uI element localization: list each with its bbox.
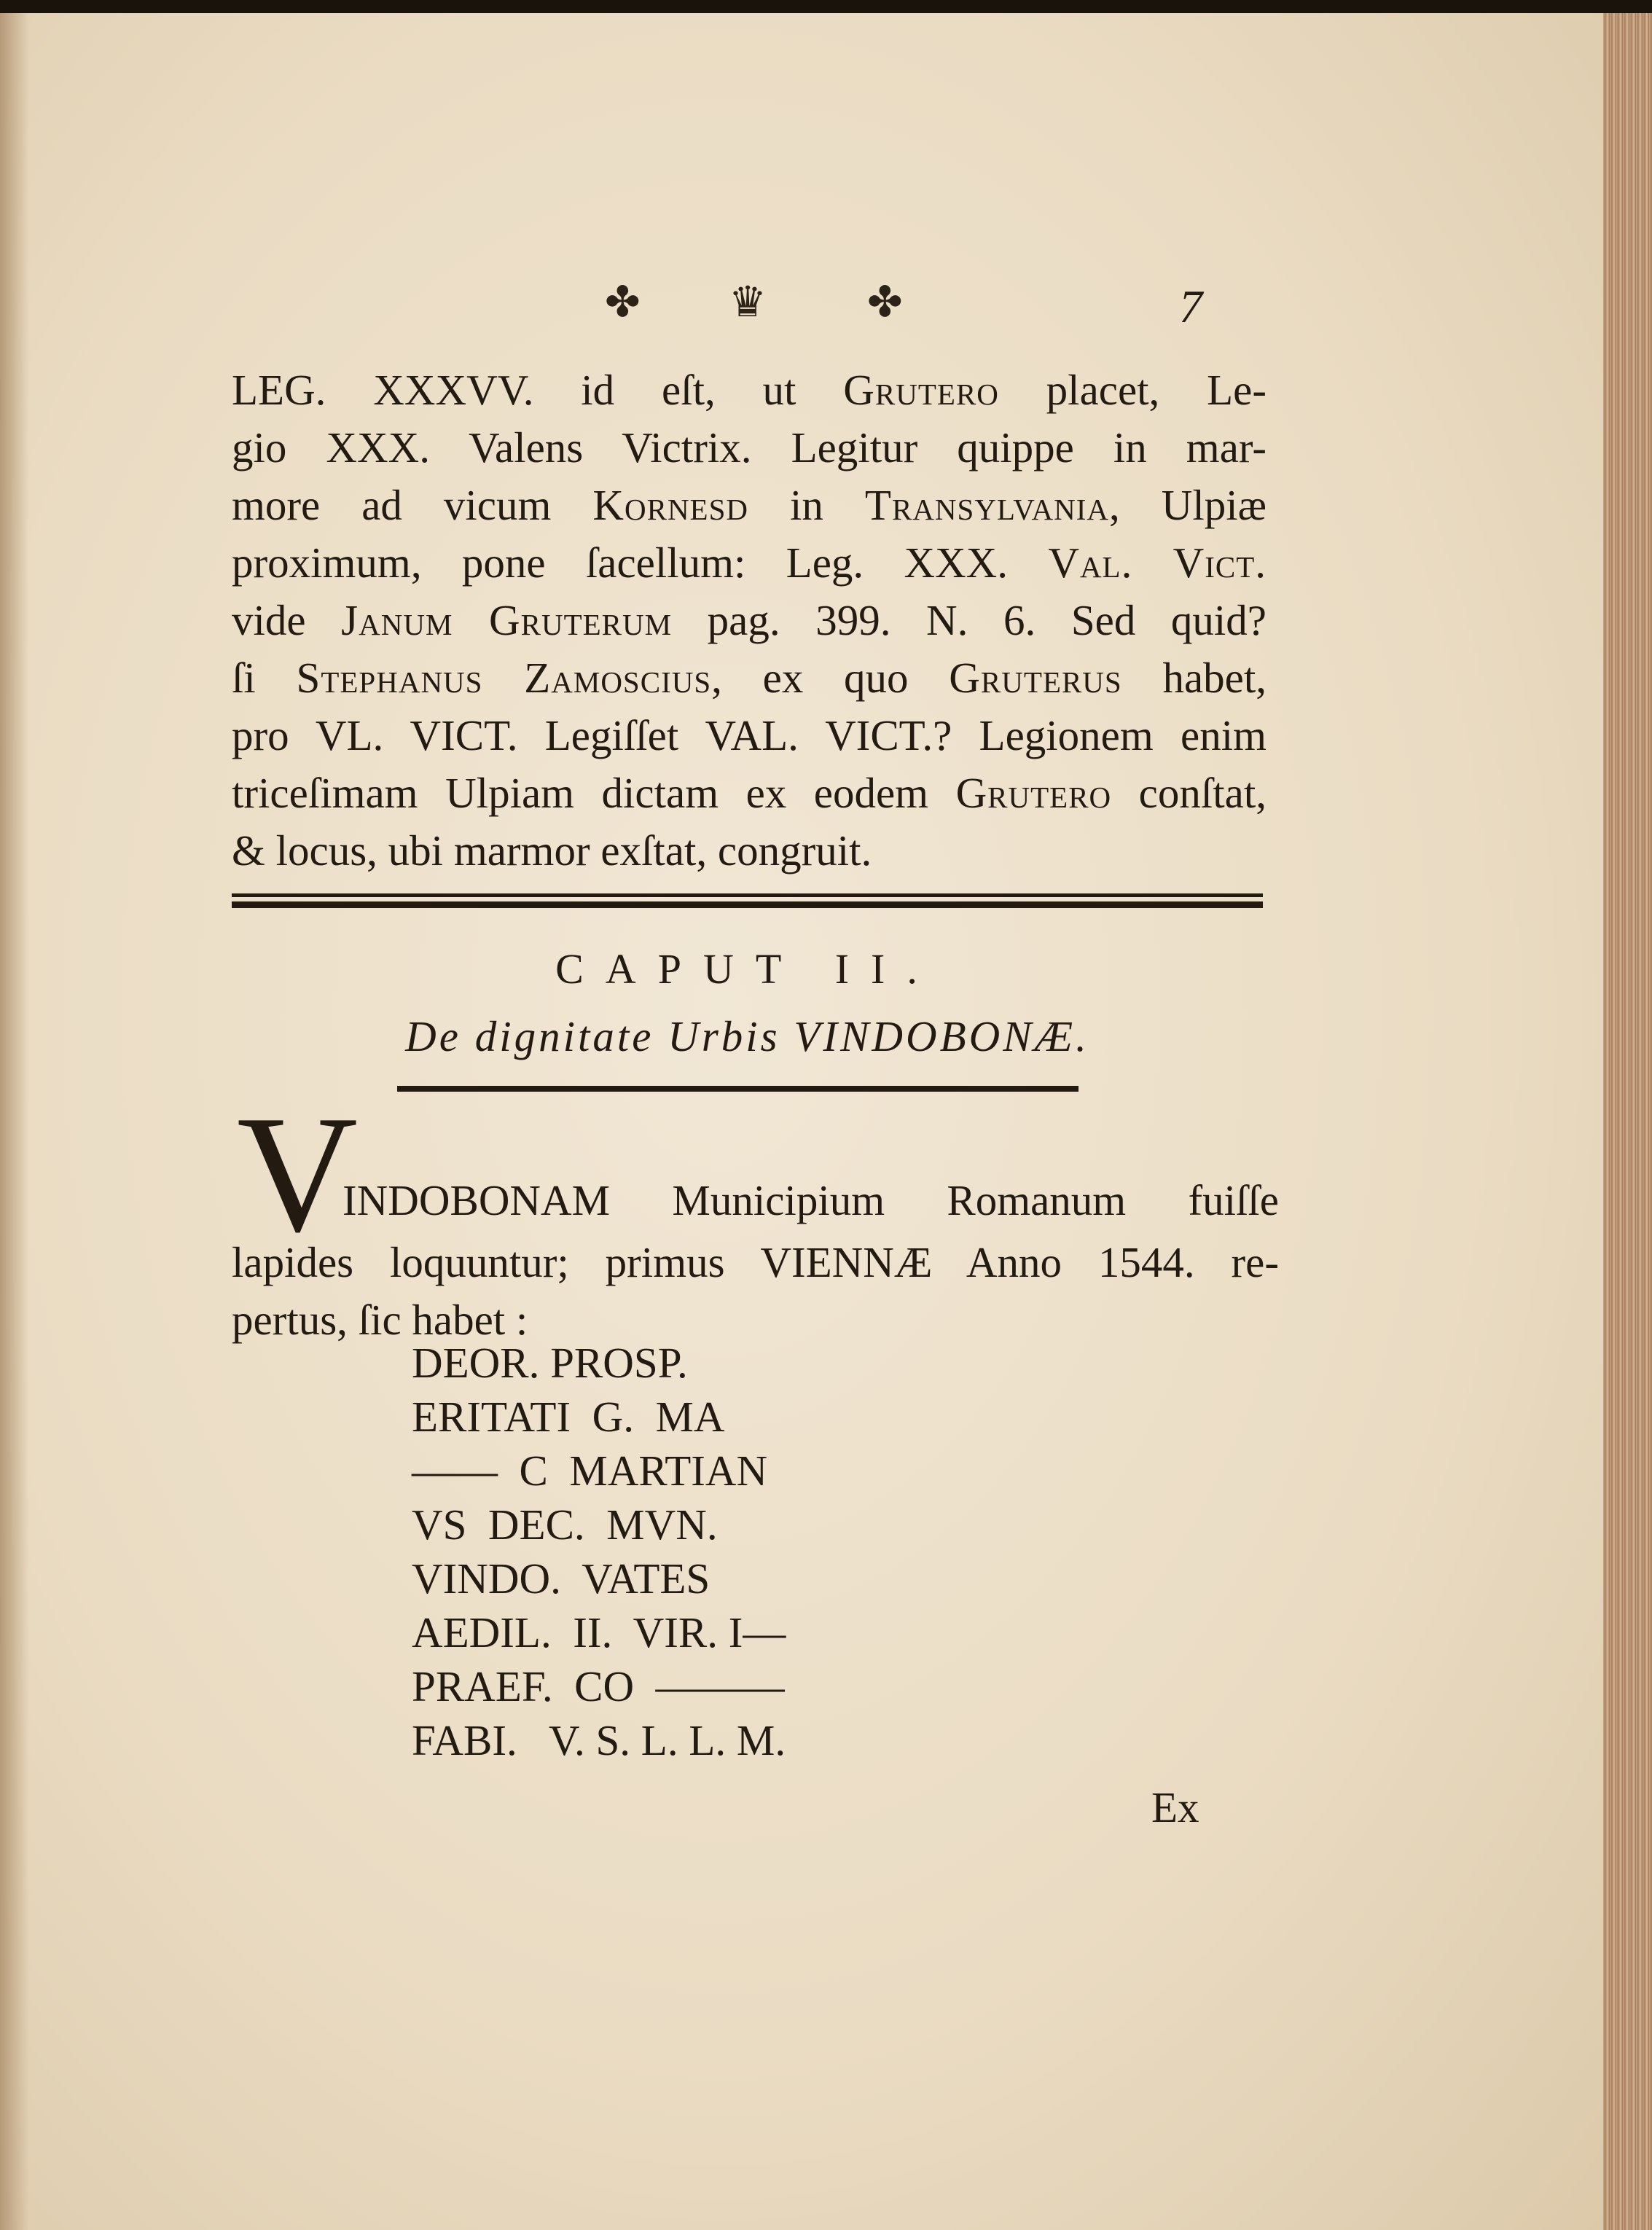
inscription-line: —— C MARTIAN bbox=[412, 1447, 768, 1495]
fleuron-right-icon: ✤ bbox=[867, 278, 903, 326]
page-number: 7 bbox=[1179, 281, 1202, 332]
chapter-subtitle: De dignitate Urbis VINDOBONÆ. bbox=[405, 1012, 1089, 1060]
fleuron-left-icon: ✤ bbox=[605, 278, 641, 326]
text-run: , Ulpiæ bbox=[1109, 481, 1267, 529]
text-run: more ad vicum bbox=[232, 481, 593, 529]
text-line bbox=[232, 822, 1267, 880]
running-head bbox=[605, 277, 1202, 332]
text-line bbox=[232, 764, 1267, 822]
catchword: Ex bbox=[1151, 1783, 1199, 1831]
inscription-line: PRAEF. CO ——— bbox=[412, 1662, 785, 1710]
page-edges bbox=[1603, 13, 1652, 2230]
roman-inscription bbox=[412, 1336, 995, 1767]
text-run: & locus, ubi marmor exſtat, congruit. bbox=[232, 826, 872, 875]
text-line bbox=[232, 707, 1267, 764]
small-caps-name: Grutero bbox=[955, 769, 1112, 817]
small-caps-name: Transylvania bbox=[864, 481, 1110, 529]
paragraph-vindobonam-line1: INDOBONAM Municipium Romanum fuiſſe bbox=[342, 1176, 1279, 1224]
text-run: in bbox=[748, 481, 865, 529]
inscription-line: AEDIL. II. VIR. I— bbox=[412, 1608, 786, 1656]
small-caps-name: Kornesd bbox=[592, 481, 749, 529]
text-run: conſtat, bbox=[1111, 769, 1267, 817]
chapter-title: CAPUT II. bbox=[555, 945, 939, 993]
inscription-line: VS DEC. MVN. bbox=[412, 1501, 718, 1549]
text-line bbox=[232, 649, 1267, 707]
text-run: LEG. XXXVV. id eſt, ut bbox=[232, 366, 844, 414]
text-line bbox=[232, 419, 1267, 477]
inscription-line: ERITATI G. MA bbox=[412, 1393, 725, 1441]
text-run: habet, bbox=[1121, 654, 1267, 702]
small-caps-name: Janum Gruterum bbox=[341, 596, 673, 644]
text-run: pag. 399. N. 6. Sed quid? bbox=[672, 596, 1267, 644]
paragraph-vindobonam-line3: pertus, ſic habet : bbox=[232, 1296, 528, 1344]
text-line bbox=[232, 534, 1267, 592]
inscription-line: FABI. V. S. L. L. M. bbox=[412, 1716, 786, 1764]
page-gutter-shadow bbox=[0, 13, 29, 2230]
small-caps-name: Gruterus bbox=[949, 654, 1122, 702]
book-page bbox=[0, 13, 1603, 2230]
paragraph-vindobonam-line2: lapides loquuntur; primus VIENNÆ Anno 1544. re- bbox=[232, 1238, 1279, 1286]
text-run: placet, Le- bbox=[998, 366, 1267, 414]
chapter-rule bbox=[397, 1086, 1079, 1092]
text-run: vide bbox=[232, 596, 342, 644]
text-run: proximum, pone ſacellum: Leg. XXX. bbox=[232, 539, 1049, 587]
text-run: pro VL. VICT. Legiſſet VAL. VICT.? Legionem enim bbox=[232, 711, 1267, 759]
text-line bbox=[232, 592, 1267, 649]
drop-capital: V bbox=[237, 1081, 359, 1267]
inscription-line: DEOR. PROSP. bbox=[412, 1339, 688, 1387]
inscription-line: VINDO. VATES bbox=[412, 1554, 710, 1603]
text-run: gio XXX. Valens Victrix. Legitur quippe in mar- bbox=[232, 423, 1267, 472]
small-caps-name: Stephanus Zamoscius bbox=[296, 654, 712, 702]
text-line bbox=[232, 361, 1267, 419]
text-run: triceſimam Ulpiam dictam ex eodem bbox=[232, 769, 956, 817]
text-run: , ex quo bbox=[711, 654, 950, 702]
text-run: ſi bbox=[232, 654, 297, 702]
paragraph-vindobonam bbox=[232, 1234, 1279, 1349]
small-caps-name: Val. Vict. bbox=[1048, 539, 1267, 587]
small-caps-name: Grutero bbox=[843, 366, 999, 414]
double-rule-divider bbox=[232, 893, 1263, 908]
text-line bbox=[232, 477, 1267, 534]
crown-icon: ♛ bbox=[729, 278, 767, 326]
